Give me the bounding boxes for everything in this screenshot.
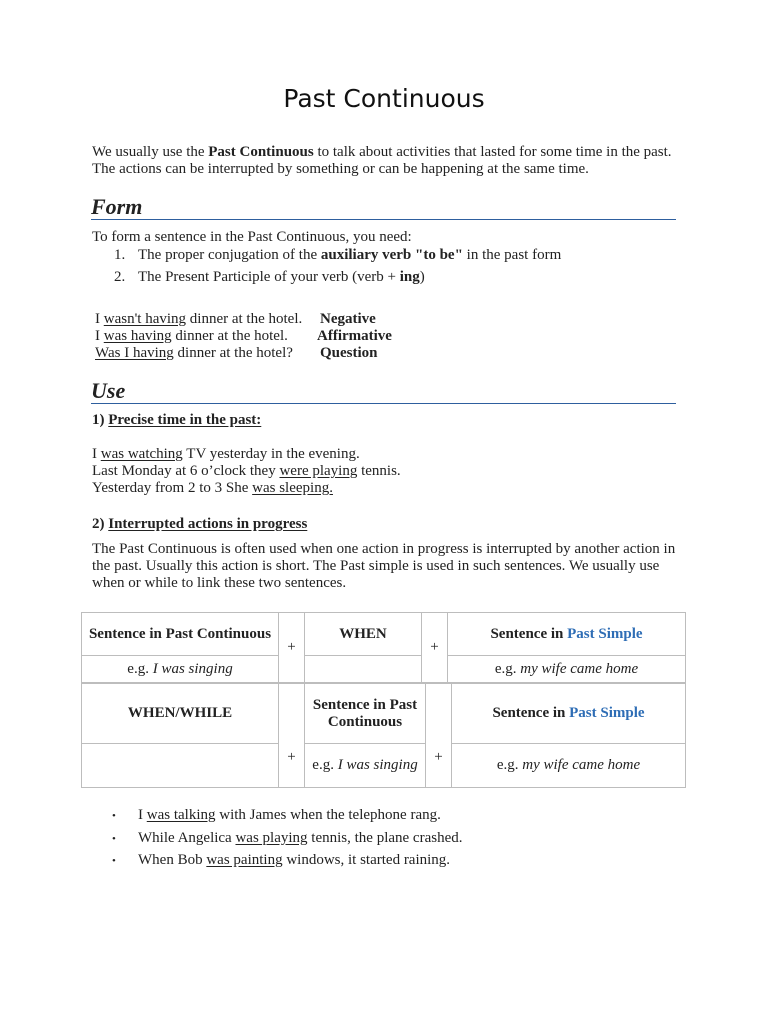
table-cell: Sentence in Past Continuous [305,684,426,744]
table-cell [82,744,279,788]
example-tag: Affirmative [317,328,392,344]
table-cell: Sentence in Past Simple [452,684,686,744]
table-cell: e.g. I was singing [305,744,426,788]
list-item: • While Angelica was playing tennis, the plane crashed. [112,828,463,851]
table-cell: e.g. I was singing [82,656,279,683]
example-line: Yesterday from 2 to 3 She was sleeping. [92,480,333,496]
example-tag: Negative [320,311,376,327]
plus-sign: + [422,613,448,683]
form-list [114,244,561,288]
plus-sign: + [279,684,305,788]
list-item: • When Bob was painting windows, it started raining. [112,850,463,873]
table-cell: WHEN/WHILE [82,684,279,744]
example-negative: I wasn't having dinner at the hotel. Negative [95,311,376,327]
list-item: • I was talking with James when the telephone rang. [112,805,463,828]
table-cell [305,656,422,683]
use-section-1-title: 1) Precise time in the past: [92,412,262,428]
form-lead: To form a sentence in the Past Continuous, you need: [92,229,412,245]
table-cell: Sentence in Past Continuous [82,613,279,656]
example-question: Was I having dinner at the hotel? Question [95,345,378,361]
table-cell: e.g. my wife came home [452,744,686,788]
bullet-icon: • [112,810,116,822]
structure-table-when [81,612,686,683]
example-line: I was watching TV yesterday in the evening. [92,446,360,462]
plus-sign: + [279,613,305,683]
list-item: 2. The Present Participle of your verb (verb + ing) [114,269,425,285]
page-title: Past Continuous [283,84,485,113]
use-section-2-text: The Past Continuous is often used when one action in progress is interrupted by another action in the past. Usually this action is short. The Past simple is used in such sentences. We usually use when or while to link these two sentences. [92,541,676,591]
intro-paragraph: We usually use the Past Continuous to talk about activities that lasted for some time in the past. The actions can be interrupted by something or can be happening at the same time. [92,144,672,177]
table-cell: e.g. my wife came home [448,656,686,683]
form-heading: Form [91,195,676,220]
table-cell: Sentence in Past Simple [448,613,686,656]
use-examples-1 [92,446,682,497]
structure-table-when-while [81,683,686,788]
example-affirmative: I was having dinner at the hotel. Affirmative [95,328,392,344]
plus-sign: + [426,684,452,788]
use-section-2-title: 2) Interrupted actions in progress [92,516,308,532]
table-cell: WHEN [305,613,422,656]
list-item: 1. The proper conjugation of the auxiliary verb "to be" in the past form [114,247,562,263]
bullet-icon: • [112,855,116,867]
example-line: Last Monday at 6 o’clock they were playing tennis. [92,463,401,479]
example-bullets [112,805,463,873]
bullet-icon: • [112,832,116,845]
example-tag: Question [320,345,378,361]
use-heading: Use [91,379,676,404]
